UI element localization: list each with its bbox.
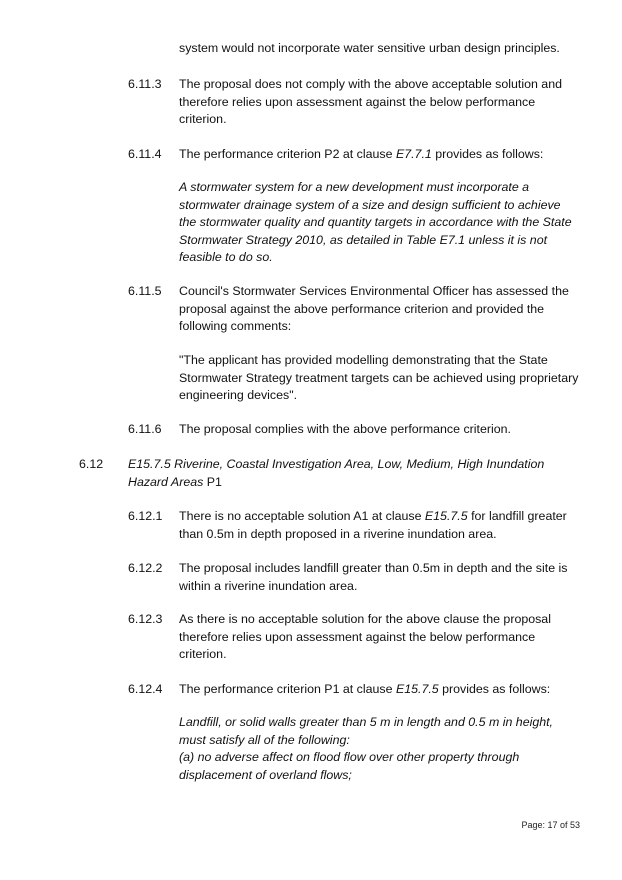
clause-text-line: criterion. xyxy=(179,112,227,126)
clause-text-pre: There is no acceptable solution A1 at clause xyxy=(179,509,425,523)
quote-line: Landfill, or solid walls greater than 5 m in length and 0.5 m in height, xyxy=(179,715,554,729)
clause-number-6-11-3: 6.11.3 xyxy=(128,77,162,91)
clause-number-6-11-5: 6.11.5 xyxy=(128,284,162,298)
clause-text-post: for landfill greater xyxy=(467,509,567,523)
section-heading-italic: Hazard Areas xyxy=(128,474,204,489)
quote-line: displacement of overland flows; xyxy=(179,767,352,782)
clause-text-pre: The performance criterion P1 at clause xyxy=(179,682,396,696)
section-heading-line xyxy=(128,474,222,492)
clause-text-line: than 0.5m in depth proposed in a riverine inundation area. xyxy=(179,526,497,541)
clause-text-line: criterion. xyxy=(179,647,227,661)
clause-text-pre: The performance criterion P2 at clause xyxy=(179,147,396,161)
quote-line: the stormwater quality and quantity targets in accordance with the State xyxy=(179,215,572,229)
clause-text-line: within a riverine inundation area. xyxy=(179,578,358,593)
clause-text-line: The proposal complies with the above performance criterion. xyxy=(179,422,511,436)
quote-line: Stormwater Strategy treatment targets can be achieved using proprietary xyxy=(179,370,579,385)
quote-line: feasible to do so. xyxy=(179,250,273,264)
clause-number-6-12-3: 6.12.3 xyxy=(128,612,163,626)
quote-line: engineering devices". xyxy=(179,388,298,402)
quote-line: A stormwater system for a new development must incorporate a xyxy=(179,180,530,194)
quote-line: must satisfy all of the following: xyxy=(179,732,350,747)
clause-text-line: The proposal does not comply with the above acceptable solution and xyxy=(179,77,562,91)
clause-number-6-12-4: 6.12.4 xyxy=(128,682,163,696)
section-heading-rest: P1 xyxy=(203,474,222,489)
clause-number-6-11-6: 6.11.6 xyxy=(128,422,162,436)
clause-text-post: provides as follows: xyxy=(431,147,544,161)
clause-text-line xyxy=(179,508,567,526)
clause-text-line: Council's Stormwater Services Environmental Officer has assessed the xyxy=(179,284,569,298)
clause-number-6-12-1: 6.12.1 xyxy=(128,509,163,523)
quote-line: stormwater drainage system of a size and design sufficient to achieve xyxy=(179,197,561,212)
page-number: Page: 17 of 53 xyxy=(521,820,580,830)
paragraph-continuation: system would not incorporate water sensitive urban design principles. xyxy=(179,41,560,55)
section-number-6-12: 6.12 xyxy=(79,457,104,471)
section-heading-line: E15.7.5 Riverine, Coastal Investigation Area, Low, Medium, High Inundation xyxy=(128,457,545,471)
clause-text-post: provides as follows: xyxy=(438,682,551,696)
clause-text-line: The proposal includes landfill greater than 0.5m in depth and the site is xyxy=(179,561,568,575)
clause-number-6-11-4: 6.11.4 xyxy=(128,147,162,161)
clause-reference: E7.7.1 xyxy=(395,147,432,161)
clause-text-line: following comments: xyxy=(179,319,292,333)
clause-text-line: therefore relies upon assessment against the below performance xyxy=(179,94,536,109)
quote-line: Stormwater Strategy 2010, as detailed in Table E7.1 unless it is not xyxy=(179,232,548,247)
clause-number-6-12-2: 6.12.2 xyxy=(128,561,163,575)
clause-text-line xyxy=(179,681,550,699)
clause-text-line: therefore relies upon assessment against the below performance xyxy=(179,629,536,644)
clause-reference: E15.7.5 xyxy=(395,682,439,696)
quote-line: "The applicant has provided modelling demonstrating that the State xyxy=(179,353,548,367)
quote-line: (a) no adverse affect on flood flow over other property through xyxy=(179,750,520,764)
clause-text-line xyxy=(179,146,543,164)
clause-reference: E15.7.5 xyxy=(424,509,468,523)
clause-text-line: proposal against the above performance criterion and provided the xyxy=(179,301,545,316)
clause-text-line: As there is no acceptable solution for the above clause the proposal xyxy=(179,612,551,626)
